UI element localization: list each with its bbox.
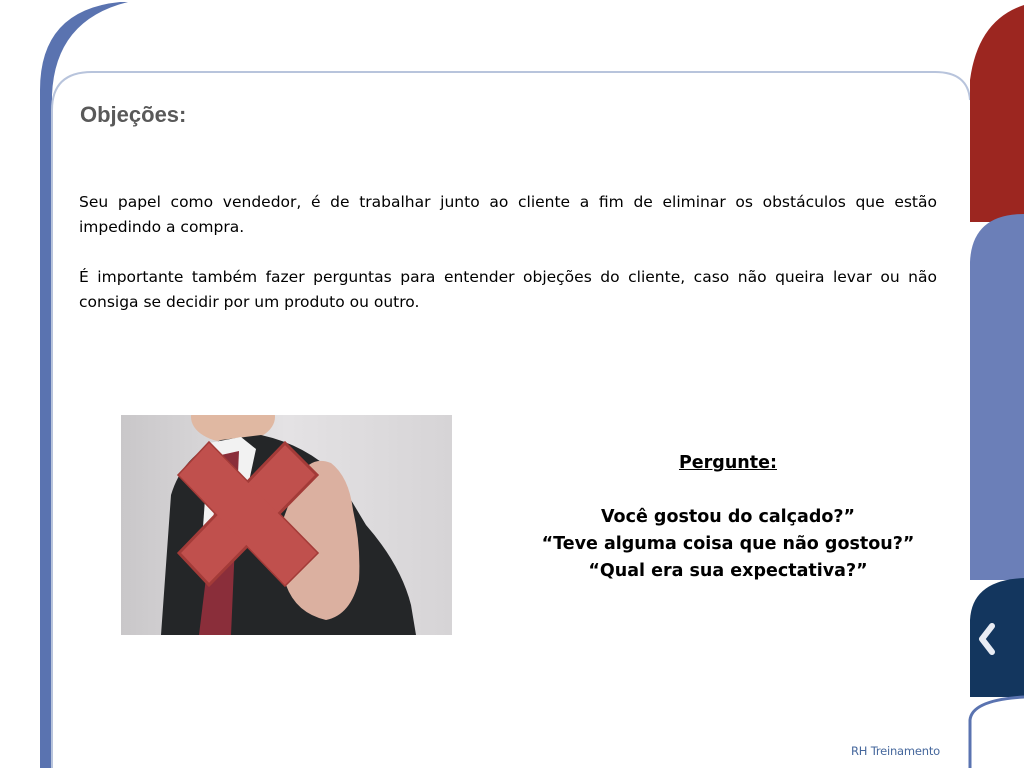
question-line: “Teve alguma coisa que não gostou?”	[541, 534, 915, 554]
footer-brand: RH Treinamento	[851, 744, 941, 758]
question-line: “Qual era sua expectativa?”	[588, 561, 868, 581]
paragraph-questions: É importante também fazer perguntas para entender objeções do cliente, caso não queira levar ou não consiga se decidir por um produto ou outro.	[79, 268, 937, 311]
body-text	[79, 190, 937, 340]
paragraph-role: Seu papel como vendedor, é de trabalhar junto ao cliente a fim de eliminar os obstáculos que estão impedindo a compra.	[79, 193, 937, 236]
questions-block	[500, 450, 956, 585]
slide-title: Objeções:	[80, 102, 187, 127]
right-red-tab	[970, 5, 1024, 222]
question-line: Você gostou do calçado?”	[600, 507, 856, 527]
chevron-left-icon[interactable]	[974, 622, 998, 656]
bottom-right-border	[970, 697, 1024, 768]
stop-gesture-photo	[121, 415, 452, 635]
questions-heading: Pergunte:	[678, 453, 777, 473]
right-blue-tab	[970, 214, 1024, 580]
